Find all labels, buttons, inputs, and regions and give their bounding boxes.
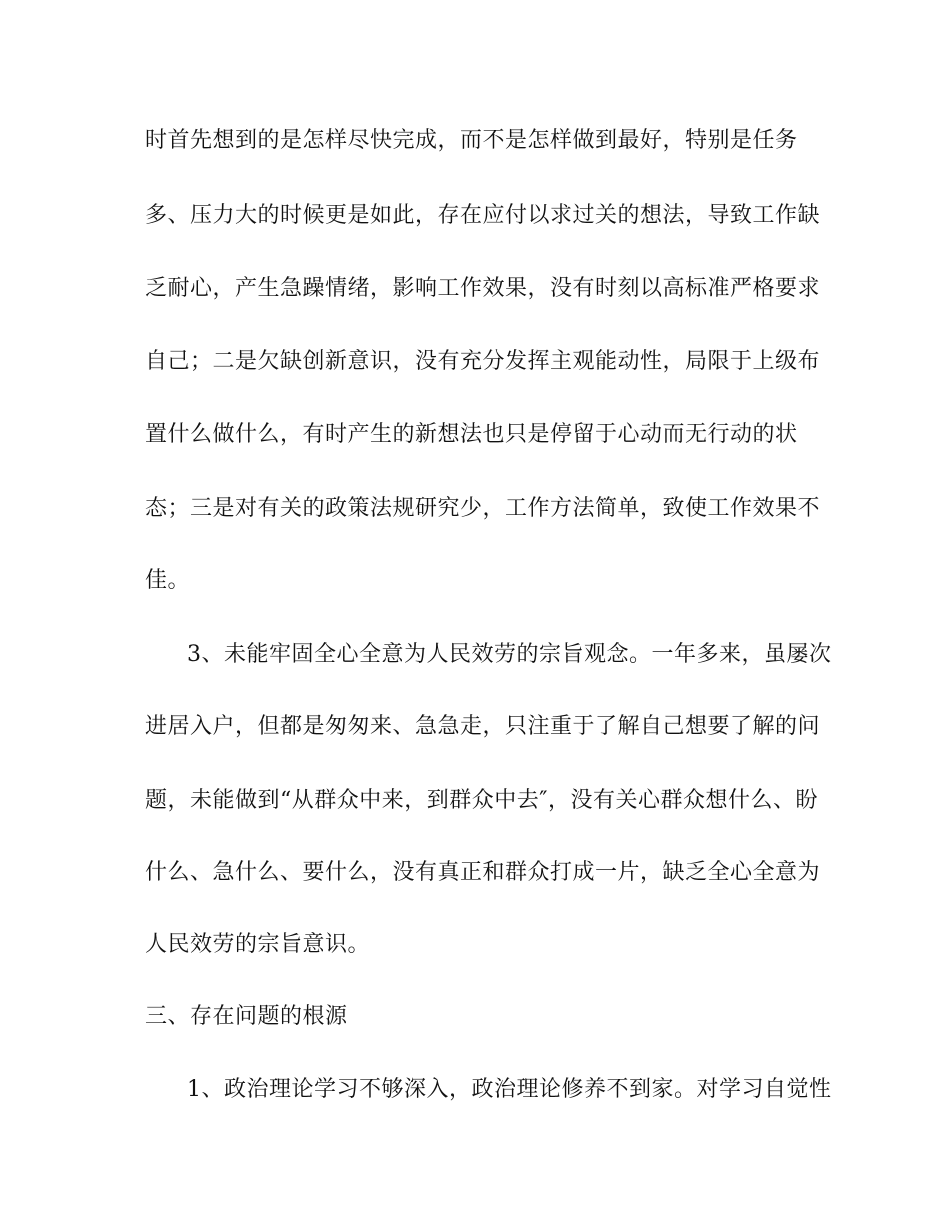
paragraph-line: 佳。 [145,568,191,593]
paragraph-line: 时首先想到的是怎样尽快完成，而不是怎样做到最好，特别是任务 [145,128,798,153]
paragraph-line: 3、未能牢固全心全意为人民效劳的宗旨观念。一年多来，虽屡次 [187,642,832,667]
paragraph-line: 态；三是对有关的政策法规研究少，工作方法简单，致使工作效果不 [145,496,821,521]
section-heading: 三、存在问题的根源 [145,1004,348,1029]
paragraph-line: 题，未能做到“从群众中来，到群众中去″，没有关心群众想什么、盼 [145,788,818,813]
paragraph-line: 进居入户，但都是匆匆来、急急走，只注重于了解自己想要了解的问 [145,714,821,739]
paragraph-line: 自己；二是欠缺创新意识，没有充分发挥主观能动性，局限于上级布 [145,349,821,374]
paragraph-line: 1、政治理论学习不够深入，政治理论修养不到家。对学习自觉性 [187,1077,832,1102]
paragraph-line: 人民效劳的宗旨意识。 [145,932,371,957]
paragraph-line: 置什么做什么，有时产生的新想法也只是停留于心动而无行动的状 [145,422,798,447]
paragraph-line: 多、压力大的时候更是如此，存在应付以求过关的想法，导致工作缺 [145,203,821,228]
paragraph-line: 什么、急什么、要什么，没有真正和群众打成一片，缺乏全心全意为 [145,860,821,885]
paragraph-line: 乏耐心，产生急躁情绪，影响工作效果，没有时刻以高标准严格要求 [145,276,821,301]
